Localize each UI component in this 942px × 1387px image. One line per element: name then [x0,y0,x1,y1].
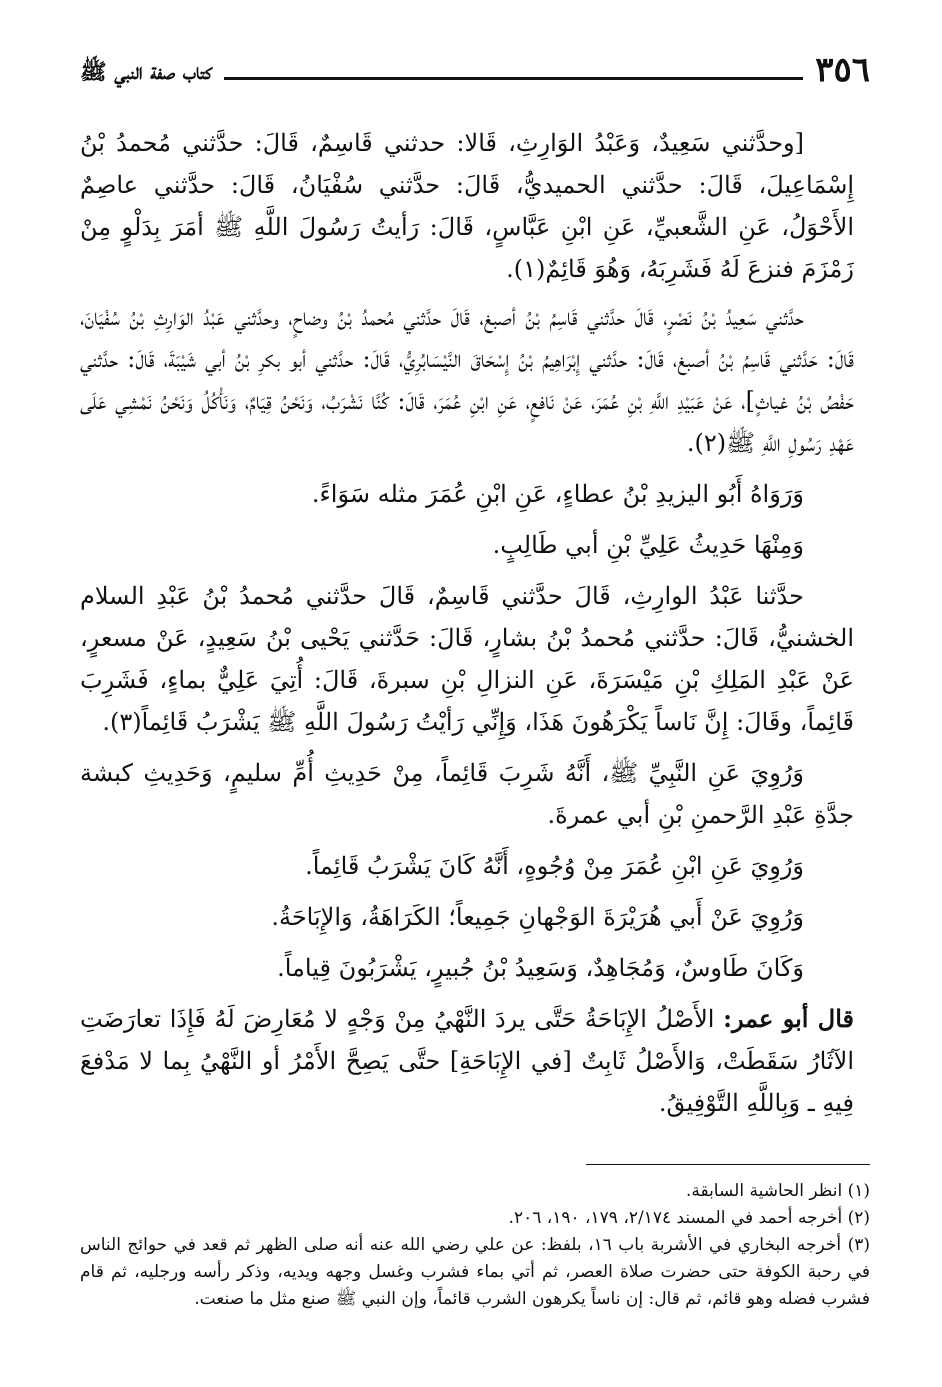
paragraph: وَكَانَ طَاوسٌ، وَمُجَاهِدٌ، وَسَعِيدُ بْنُ جُبيرٍ، يَشْرَبُونَ قِياماً. [277,954,804,982]
paragraph: وَرُوِيَ عَنْ أَبي هُرَيْرَةَ الوَجْهانِ جَمِيعاً؛ الكَرَاهَةُ، وَالإِبَاحَةُ. [271,903,804,931]
paragraph: وَرَوَاهُ أَبُو اليزيدِ بْنُ عطاءٍ، عَنِ ابْنِ عُمَرَ مثله سَوَاءً. [311,480,804,508]
main-text [80,122,854,1124]
concluding-text: الأَصْلُ الإِبَاحَةُ حَتَّى يردَ النَّهْيُ مِنْ وَجْهٍ لا مُعَارِضَ لَهُ فَإِذَا تعارَضَتِ الآثَارُ سَقَطَتْ، وَالأَصْلُ ثَابِتٌ [في الإِبَاحَةِ] حتَّى يَصِحَّ الأَمْرُ أو النَّهْيُ بِما لا مَدْفعَ فِيهِ ـ وَبِاللَّهِ التَّوْفِيقُ. [80,1005,854,1117]
paragraph: وَمِنْهَا حَدِيثُ عَلِيِّ بْنِ أبي طَالِبٍ. [492,531,804,559]
footnotes [80,1178,870,1313]
paragraph: حدَّثني سَعِيدُ بْنُ نَصْرٍ، قَالَ حدَّثني قَاسِمُ بْنُ أصبغ، قَالَ حدَّثني مُحمدُ بْنُ وضاحٍ، وحدَّثني عَبْدُ الوَارِثِ بْنُ سُفْيَانَ، قَالَ: حَدَّثني قَاسِمُ بْنُ أصبغ، قَالَ: حدَّثني إِبْرَاهِيمُ بْنُ إِسْحَاقَ النَّيْسَابُرِيُّ، قَالَ: حدَّثني أبو بكرِ بْنُ أبي شَيْبَةَ، قَالَ: حدَّثني حَفْصُ بْنُ غياثٍ]، عَنْ عَبَيْدِ اللَّهِ بْنِ عُمَرَ، عَنْ نَافعٍ، عَنِ ابْنِ عُمَرَ، قَالَ: كُنَّا نَشْرَبُ، وَنَحْنُ قِيَامٌ، وَنَأْكُلُ وَنَحْنُ نَمْشِي عَلَى عَهْدِ رَسُولِ اللَّهِ ﷺ(٢). [80,303,854,457]
footnote: (٣) أخرجه البخاري في الأشربة باب ١٦، بلفظ: عن علي رضي الله عنه أنه صلى الظهر ثم قعد في حوائج الناس في رحبة الكوفة حتى حضرت صلاة العصر، ثم أتي بماء فشرب وغسل وجهه ويديه، وذكر رأسه ورجليه، ثم قام فشرب فضله وهو قائم، ثم قال: إن ناساً يكرهون الشرب قائماً، وإن النبي ﷺ صنع مثل ما صنعت. [80,1235,870,1309]
paragraph: [وحدَّثني سَعِيدٌ، وَعَبْدُ الوَارِثِ، قَالا: حدثني قَاسِمٌ، قَالَ: حدَّثني مُحمدُ بْنُ إِسْمَاعِيلَ، قَالَ: حدَّثني الحميديُّ، قَالَ: حدَّثني سُفْيَانُ، قَالَ: حدَّثني عاصِمٌ الأَحْوَلُ، عَنِ الشَّعبيِّ، عَنِ ابْنِ عَبَّاسٍ، قَالَ: رَأيتُ رَسُولَ اللَّهِ ﷺ أمَرَ بِدَلْوٍ مِنْ زَمْزَمَ فنزعَ لَهُ فَشَرِبَهُ، وَهُوَ قَائِمٌ(١). [80,129,854,283]
paragraph: وَرُوِيَ عَنِ ابْنِ عُمَرَ مِنْ وُجُوهٍ، أَنَّهُ كَانَ يَشْرَبُ قَائِماً. [305,852,804,880]
header-rule [224,77,803,80]
footnote: (٢) أخرجه أحمد في المسند ٢/١٧٤، ١٧٩، ١٩٠، ٢٠٦. [508,1208,870,1228]
page-header [80,44,870,92]
footnote: (١) انظر الحاشية السابقة. [685,1181,870,1201]
footnote-separator [586,1164,870,1165]
book-title: كتاب صفة النبي ﷺ [80,59,212,85]
author-lead: قال أبو عمر: [723,1004,855,1033]
paragraph: وَرُوِيَ عَنِ النَّبِيِّ ﷺ، أَنَّهُ شَرِبَ قَائِماً، مِنْ حَدِيثِ أُمِّ سليمٍ، وَحَدِيثِ كبشة جدَّةِ عَبْدِ الرَّحمنِ بْنِ أبي عمرةَ. [80,759,854,829]
concluding-paragraph [80,998,854,1124]
paragraph: حدَّثنا عَبْدُ الوارِثِ، قَالَ حدَّثني قَاسِمٌ، قَالَ حدَّثني مُحمدُ بْنُ عَبْدِ السلام الخشنيُّ، قَالَ: حدَّثني مُحمدُ بْنُ بشارٍ، قَالَ: حَدَّثني يَحْيى بْنُ سَعِيدٍ، عَنْ مسعرٍ، عَنْ عَبْدِ المَلِكِ بْنِ مَيْسَرَةَ، عَنِ النزالِ بْنِ سبرةَ، قَالَ: أُتِيَ عَلِيٌّ بماءٍ، فَشَرِبَ قَائِماً، وقَالَ: إِنَّ نَاساً يَكْرَهُونَ هَذَا، وَإِنِّي رَأيْتُ رَسُولَ اللَّهِ ﷺ يَشْرَبُ قَائِماً(٣). [80,582,854,736]
page-number: ٣٥٦ [815,50,870,90]
